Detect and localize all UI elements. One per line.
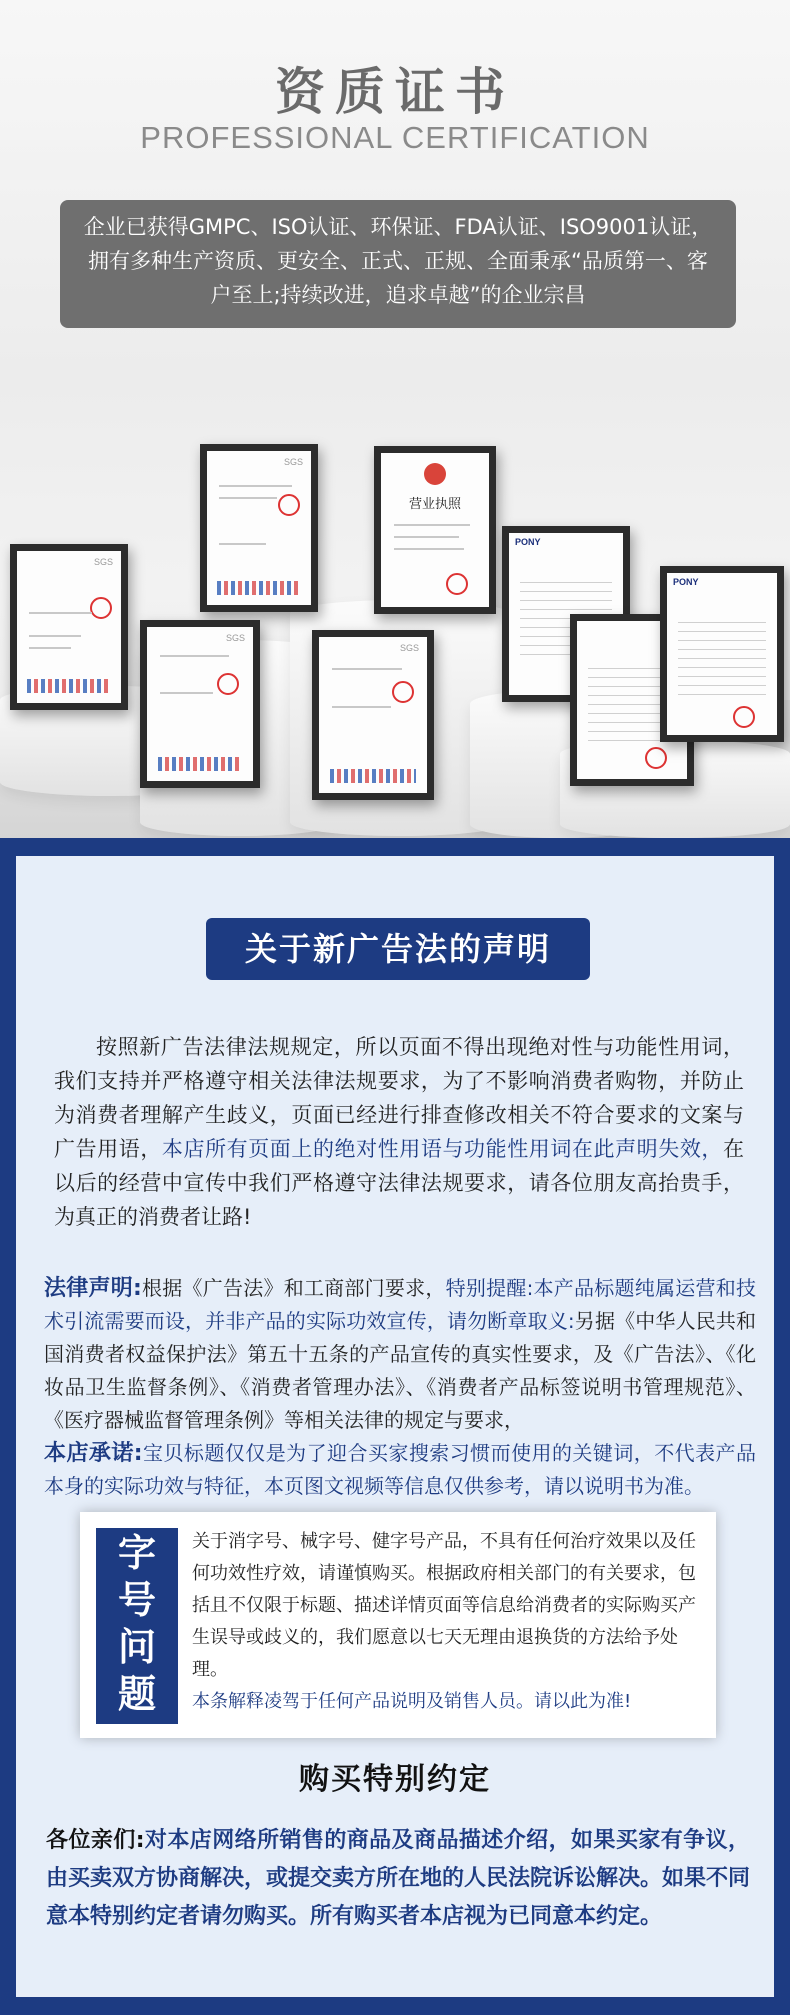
- sgs-logo: SGS: [225, 633, 245, 643]
- red-stamp-icon: [446, 573, 468, 595]
- pony-logo: PONY: [673, 577, 699, 587]
- national-emblem-icon: [424, 463, 446, 485]
- red-stamp-icon: [645, 747, 667, 769]
- sgs-logo: SGS: [283, 457, 303, 467]
- certificate-sgs-2: [200, 444, 318, 612]
- legal-statement-part3: 另据《中华人民共和国消费者权益保护法》第五十五条的产品宣传的真实性要求，及《广告法》、《化妆品卫生监督条例》、《消费者管理办法》、《消费者产品标签说明书管理规范》、《医疗器械监督管理条例》等相关法律的规定与要求，: [44, 1309, 756, 1432]
- statement-body-part3: 在以后的经营中宣传中我们严格遵守法律法规要求，请各位朋友高抬贵手，为真正的消费者让路!: [54, 1137, 745, 1229]
- cert-chevron-band: [27, 679, 110, 693]
- statement-body: [54, 1030, 744, 1234]
- cert-subtitle: PROFESSIONAL CERTIFICATION: [140, 120, 650, 155]
- legal-statement-part1: 根据《广告法》和工商部门要求，: [141, 1276, 446, 1300]
- certificate-sgs-4: [312, 630, 434, 800]
- sgs-logo: SGS: [93, 557, 113, 567]
- legal-statement-highlight: 特别提醒:本产品标题纯属运营和技术引流需要而设，并非产品的实际功效宣传，请勿断章取义:: [44, 1276, 756, 1333]
- certification-section: [0, 0, 790, 838]
- cert-chevron-band: [217, 581, 300, 595]
- purchase-agreement-heading: 各位亲们:: [46, 1828, 145, 1853]
- purchase-agreement-body: [46, 1822, 750, 1936]
- cert-intro-text: 企业已获得GMPC、ISO认证、环保证、FDA认证、ISO9001认证，拥有多种生产资质、更安全、正式、正规、全面秉承“品质第一、客户至上;持续改进，追求卓越”的企业宗昌: [60, 200, 736, 328]
- name-issue-card: [80, 1512, 716, 1738]
- legal-statement: [44, 1272, 756, 1503]
- cert-seal-icon: [392, 681, 414, 703]
- name-issue-body: 关于消字号、械字号、健字号产品，不具有任何治疗效果以及任何功效性疗效，请谨慎购买。根据政府相关部门的有关要求，包括且不仅限于标题、描述详情页面等信息给消费者的实际购买产生误导或歧义的，我们愿意以七天无理由退换货的方法给予处理。: [192, 1531, 696, 1680]
- cert-title: 资质证书: [275, 63, 515, 121]
- statement-body-highlight: 本店所有页面上的绝对性用语与功能性用词在此声明失效，: [161, 1137, 724, 1161]
- cert-chevron-band: [158, 757, 243, 771]
- certificate-pony-2: [660, 566, 784, 742]
- certificate-sgs-3: [140, 620, 260, 788]
- sgs-logo: SGS: [399, 643, 419, 653]
- business-license-label: 营业执照: [408, 497, 461, 512]
- pony-logo: PONY: [515, 537, 541, 547]
- cert-seal-icon: [278, 494, 300, 516]
- report-table: [678, 622, 766, 703]
- statement-body-part1: 按照新广告法律法规规定，所以页面不得出现绝对性与功能性用词，我们支持并严格遵守相关法律法规要求，为了不影响消费者购物，并防止为消费者理解产生歧义，页面已经进行排查修改相关不符合要求的文案与广告用语，: [54, 1035, 744, 1161]
- certificate-business-license: [374, 446, 496, 614]
- legal-statement-heading: 法律声明:: [44, 1276, 142, 1301]
- cert-chevron-band: [330, 769, 416, 783]
- statement-banner: 关于新广告法的声明: [206, 918, 590, 980]
- certificate-sgs-1: [10, 544, 128, 710]
- statement-panel: [16, 856, 774, 1997]
- store-promise-heading: 本店承诺:: [44, 1441, 143, 1466]
- cert-seal-icon: [90, 597, 112, 619]
- purchase-agreement-text: 对本店网络所销售的商品及商品描述介绍，如果买家有争议，由买卖双方协商解决，或提交卖方所在地的人民法院诉讼解决。如果不同意本特别约定者请勿购买。所有购买者本店视为已同意本约定。: [46, 1828, 751, 1929]
- ad-law-statement-section: [0, 838, 790, 2015]
- store-promise-text: 宝贝标题仅仅是为了迎合买家搜索习惯而使用的关键词，不代表产品本身的实际功效与特征，本页图文视频等信息仅供参考，请以说明书为准。: [44, 1441, 756, 1498]
- name-issue-note: 本条解释凌驾于任何产品说明及销售人员。请以此为准!: [192, 1691, 632, 1712]
- purchase-agreement-title: 购买特别约定: [299, 1762, 491, 1797]
- cert-seal-icon: [217, 673, 239, 695]
- red-stamp-icon: [733, 706, 755, 728]
- name-issue-tag: 字 号 问 题: [96, 1528, 178, 1724]
- name-issue-text: [192, 1526, 696, 1718]
